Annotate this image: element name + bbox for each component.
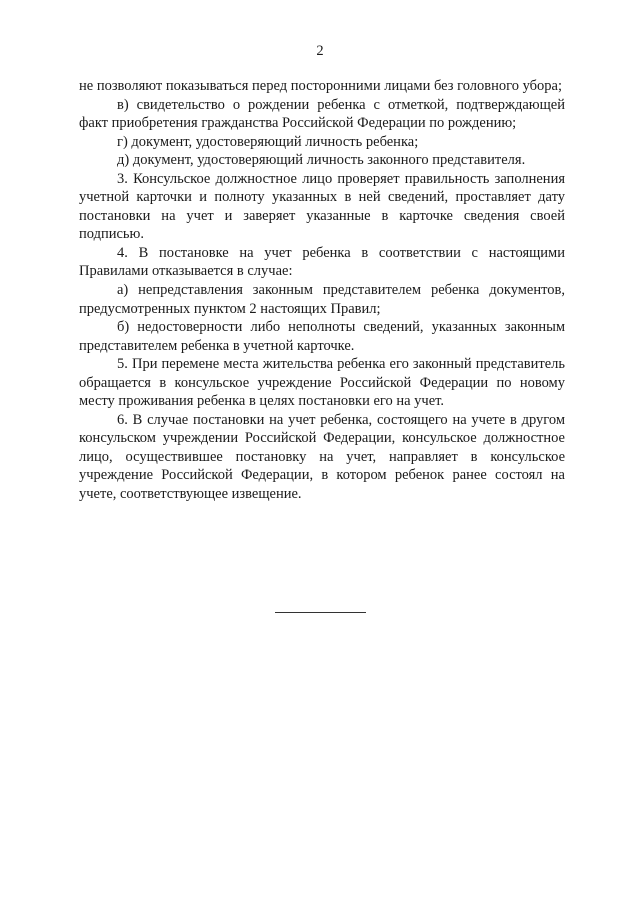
paragraph-clause-6: 6. В случае постановки на учет ребенка, состоящего на учете в другом консульском учреждении Российской Федерации, консульское должностное лицо, осуществившее постановку на учет, направляет в консульское учреждение Российской Федерации, в котором ребенок ранее состоял на учете, соответствующее извещение.	[79, 411, 565, 503]
paragraph-item-v: в) свидетельство о рождении ребенка с отметкой, подтверждающей факт приобретения гражданства Российской Федерации по рождению;	[79, 96, 565, 132]
paragraph-item-d: д) документ, удостоверяющий личность законного представителя.	[117, 152, 526, 169]
page-number: 2	[316, 43, 324, 59]
paragraph-clause-3: 3. Консульское должностное лицо проверяет правильность заполнения учетной карточки и полноту указанных в ней сведений, проставляет дату постановки на учет и заверяет указанные в карточке сведения своей подписью.	[79, 170, 565, 243]
paragraph-item-g: г) документ, удостоверяющий личность ребенка;	[117, 133, 419, 150]
paragraph-continuation: не позволяют показываться перед посторонними лицами без головного убора;	[79, 78, 562, 94]
paragraph-item-b: б) недостоверности либо неполноты сведений, указанных законным представителем ребенка в учетной карточке.	[79, 319, 565, 354]
end-separator-line	[275, 612, 366, 613]
paragraph-clause-5: 5. При перемене места жительства ребенка его законный представитель обращается в консульское учреждение Российской Федерации по новому месту проживания ребенка в целях постановки его на учет.	[79, 356, 565, 410]
paragraph-clause-4: 4. В постановке на учет ребенка в соответствии с настоящими Правилами отказывается в случае:	[79, 244, 565, 280]
paragraph-item-a: а) непредставления законным представителем ребенка документов, предусмотренных пунктом 2 настоящих Правил;	[79, 282, 565, 317]
document-body	[79, 77, 565, 504]
